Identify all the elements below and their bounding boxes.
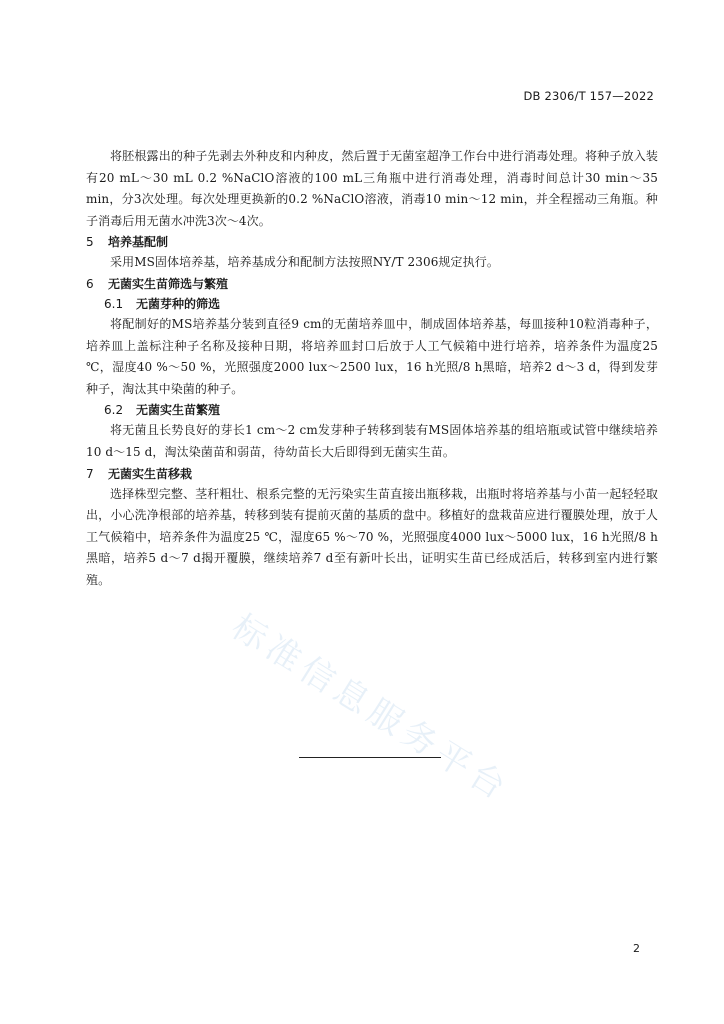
disinfection-paragraph: 将胚根露出的种子先剥去外种皮和内种皮，然后置于无菌室超净工作台中进行消毒处理。将种子放入装有20 mL～30 mL 0.2 %NaClO溶液的100 mL三角瓶中进行消毒处理，消毒时间总计30 min～35 min，分3次处理。每次处理更换新的0.2 %NaClO溶液，消毒10 min～12 min，并全程摇动三角瓶。种子消毒后用无菌水冲洗3次～4次。 xyxy=(86,149,658,228)
watermark: 标准信息服务平台 xyxy=(224,606,518,811)
section-7-number: 7 xyxy=(86,466,94,481)
subsection-6-1-number: 6.1 xyxy=(104,296,124,311)
subsection-6-2-title: 无菌实生苗繁殖 xyxy=(136,403,221,418)
document-id: DB 2306/T 157—2022 xyxy=(523,89,654,103)
subsection-6-2-text: 将无菌且长势良好的芽长1 cm～2 cm发芽种子转移到装有MS固体培养基的组培瓶或试管中继续培养10 d～15 d，淘汰染菌苗和弱苗，待幼苗长大后即得到无菌实生苗。 xyxy=(86,423,658,459)
page-content xyxy=(86,146,658,592)
subsection-6-1-heading xyxy=(86,294,658,314)
section-5-number: 5 xyxy=(86,235,94,250)
page-number: 2 xyxy=(633,942,640,955)
subsection-6-1-text: 将配制好的MS培养基分装到直径9 cm的无菌培养皿中，制成固体培养基，每皿接种10粒消毒种子，培养皿上盖标注种子名称及接种日期，将培养皿封口后放于人工气候箱中进行培养，培养条件为温度25 ℃，湿度40 %～50 %，光照强度2000 lux～2500 lux，16 h光照/8 h黑暗，培养2 d～3 d，得到发芽种子，淘汰其中染菌的种子。 xyxy=(86,316,658,396)
section-6-number: 6 xyxy=(86,276,94,291)
section-6-heading xyxy=(86,274,658,294)
section-7-heading xyxy=(86,464,658,484)
section-5-heading xyxy=(86,232,658,252)
subsection-6-2-number: 6.2 xyxy=(104,403,124,418)
subsection-6-2-heading xyxy=(86,400,658,420)
section-7-title: 无菌实生苗移栽 xyxy=(108,466,193,481)
section-5-title: 培养基配制 xyxy=(108,235,169,250)
end-of-text-rule xyxy=(299,757,441,758)
section-5-text: 采用MS固体培养基，培养基成分和配制方法按照NY/T 2306规定执行。 xyxy=(110,255,499,270)
section-7-text: 选择株型完整、茎秆粗壮、根系完整的无污染实生苗直接出瓶移栽，出瓶时将培养基与小苗一起轻轻取出，小心洗净根部的培养基，转移到装有提前灭菌的基质的盘中。移植好的盘栽苗应进行覆膜处理，放于人工气候箱中，培养条件为温度25 ℃，湿度65 %～70 %，光照强度4000 lux～5000 lux，16 h光照/8 h黑暗，培养5 d～7 d揭开覆膜，继续培养7 d至有新叶长出，证明实生苗已经成活后，转移到室内进行繁殖。 xyxy=(86,486,658,587)
section-6-title: 无菌实生苗筛选与繁殖 xyxy=(108,276,229,291)
subsection-6-1-title: 无菌芽种的筛选 xyxy=(136,296,221,311)
